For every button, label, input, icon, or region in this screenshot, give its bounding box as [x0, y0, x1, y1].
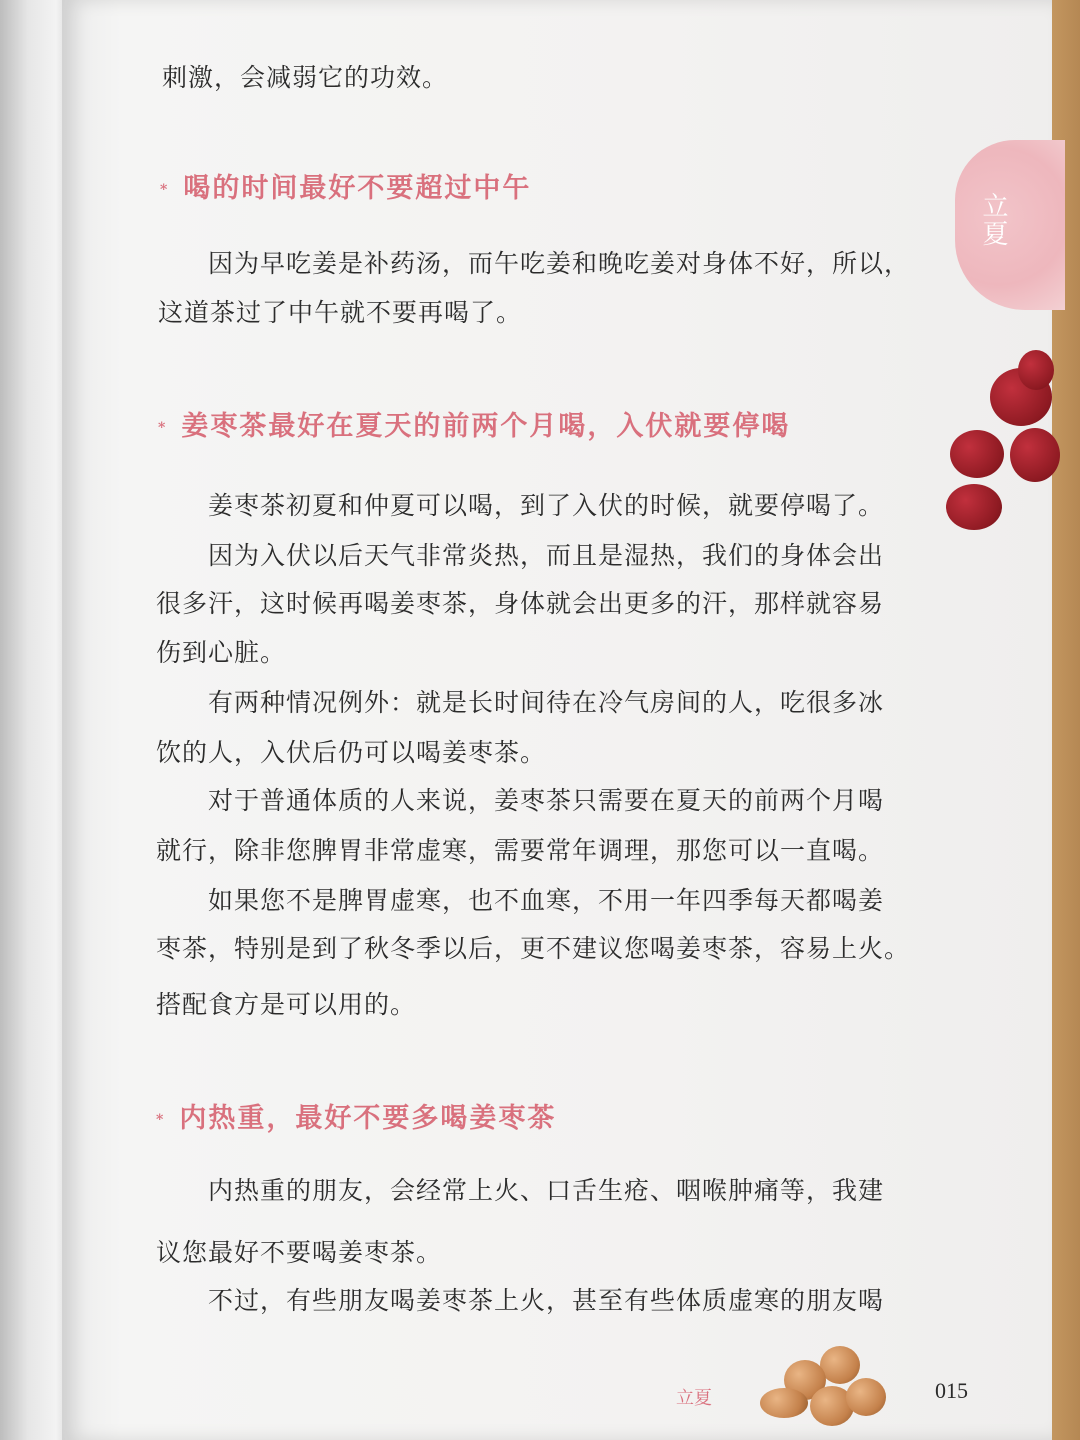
body-line: 不过，有些朋友喝姜枣茶上火，甚至有些体质虚寒的朋友喝 — [208, 1286, 885, 1315]
body-line: 因为早吃姜是补药汤，而午吃姜和晚吃姜对身体不好，所以， — [208, 249, 911, 278]
heading-text: 内热重，最好不要多喝姜枣茶 — [179, 1103, 557, 1134]
section-heading — [156, 1096, 556, 1135]
heading-bullet: * — [158, 419, 168, 436]
body-line: 就行，除非您脾胃非常虚寒，需要常年调理，那您可以一直喝。 — [156, 836, 885, 865]
heading-bullet: * — [156, 1111, 166, 1128]
heading-text: 姜枣茶最好在夏天的前两个月喝，入伏就要停喝 — [181, 411, 791, 442]
nut-image — [820, 1346, 860, 1384]
heading-text: 喝的时间最好不要超过中午 — [183, 173, 532, 204]
heading-bullet: * — [160, 181, 170, 198]
body-line: 有两种情况例外：就是长时间待在冷气房间的人，吃很多冰 — [208, 688, 885, 717]
nut-image — [846, 1378, 886, 1416]
body-line: 内热重的朋友，会经常上火、口舌生疮、咽喉肿痛等，我建 — [208, 1176, 885, 1205]
red-date-image — [1018, 350, 1054, 390]
book-page — [62, 0, 1052, 1440]
previous-pages-edge — [0, 0, 70, 1440]
body-line: 饮的人，入伏后仍可以喝姜枣茶。 — [156, 738, 547, 767]
section-heading — [160, 166, 531, 205]
page-number: 015 — [935, 1378, 968, 1403]
body-line: 很多汗，这时候再喝姜枣茶，身体就会出更多的汗，那样就容易 — [156, 589, 885, 618]
footer-section-label: 立夏 — [676, 1388, 712, 1409]
body-line: 对于普通体质的人来说，姜枣茶只需要在夏天的前两个月喝 — [208, 786, 885, 815]
body-line: 如果您不是脾胃虚寒，也不血寒，不用一年四季每天都喝姜 — [208, 886, 885, 915]
body-line: 姜枣茶初夏和仲夏可以喝，到了入伏的时候，就要停喝了。 — [208, 491, 885, 520]
body-line: 伤到心脏。 — [156, 638, 287, 667]
body-line: 因为入伏以后天气非常炎热，而且是湿热，我们的身体会出 — [208, 541, 885, 570]
season-tab — [955, 140, 1065, 310]
season-tab-label: 立夏 — [978, 192, 1008, 248]
body-line: 搭配食方是可以用的。 — [156, 990, 417, 1019]
body-line: 枣茶，特别是到了秋冬季以后，更不建议您喝姜枣茶，容易上火。 — [156, 934, 911, 963]
body-line: 刺激，会减弱它的功效。 — [162, 63, 449, 92]
red-date-image — [946, 484, 1002, 530]
section-heading — [158, 404, 790, 443]
red-date-image — [1010, 428, 1060, 482]
body-line: 议您最好不要喝姜枣茶。 — [156, 1238, 443, 1267]
body-line: 这道茶过了中午就不要再喝了。 — [158, 298, 523, 327]
nut-image — [760, 1388, 808, 1418]
red-date-image — [950, 430, 1004, 478]
